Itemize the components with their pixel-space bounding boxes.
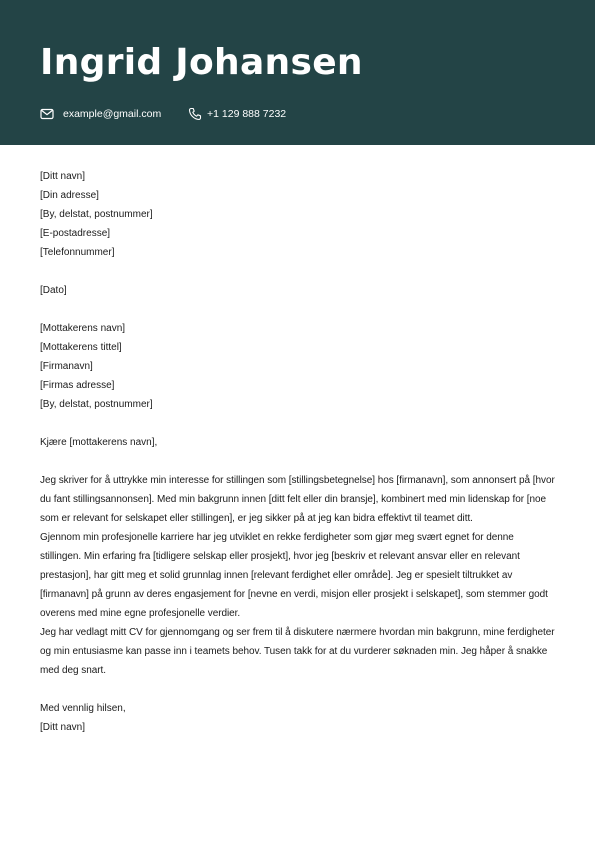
recipient-title: [Mottakerens tittel] (40, 342, 122, 353)
sender-name: [Ditt navn] (40, 171, 86, 182)
closing: Med vennlig hilsen, (40, 703, 126, 714)
body-paragraph: Gjennom min profesjonelle karriere har jeg utviklet en rekke ferdigheter som gjør meg svært egnet for denne stillingen. Min erfaring fra [tidligere selskap eller prosjekt], hvor jeg [beskriv et relevant ansvar eller en relevant prestasjon], har gitt meg et solid grunnlag innen [relevant ferdighet eller område]. Jeg er spesielt tiltrukket av [firmanavn] på grunn av deres engasjement for [nevne en verdi, misjon eller prosjekt i selskapet], som stemmer godt overens med mine egne profesjonelle verdier. (40, 532, 548, 619)
envelope-icon (40, 107, 54, 121)
recipient-city: [By, delstat, postnummer] (40, 399, 153, 410)
sender-email: [E-postadresse] (40, 228, 111, 239)
contact-phone[interactable] (188, 105, 286, 123)
spacer (40, 680, 555, 699)
header-banner (0, 0, 595, 145)
phone-text[interactable]: +1 129 888 7232 (207, 108, 287, 120)
body-paragraph: Jeg har vedlagt mitt CV for gjennomgang og ser frem til å diskutere nærmere hvordan min bakgrunn, mine ferdigheter og min entusiasme kan passe inn i teamets behov. Tusen takk for at du vurderer søknaden min. Jeg håper å snakke med deg snart. (40, 627, 555, 676)
phone-icon (188, 107, 202, 121)
contact-email[interactable] (40, 105, 161, 123)
spacer (40, 414, 555, 433)
recipient-company: [Firmanavn] (40, 361, 93, 372)
sender-address: [Din adresse] (40, 190, 99, 201)
recipient-name: [Mottakerens navn] (40, 323, 126, 334)
salutation: Kjære [mottakerens navn], (40, 437, 158, 448)
email-text[interactable]: example@gmail.com (63, 108, 162, 120)
sender-city: [By, delstat, postnummer] (40, 209, 153, 220)
applicant-name: Ingrid Johansen (40, 42, 363, 83)
spacer (40, 262, 555, 281)
recipient-address: [Firmas adresse] (40, 380, 115, 391)
spacer (40, 452, 555, 471)
body-paragraph: Jeg skriver for å uttrykke min interesse for stillingen som [stillingsbetegnelse] hos [firmanavn], som annonsert på [hvor du fant stillingsannonsen]. Med min bakgrunn innen [ditt felt eller din bransje], kombinert med min lidenskap for [noe som er relevant for selskapet eller stillingen], er jeg sikker på at jeg kan bidra effektivt til teamet ditt. (40, 475, 555, 524)
sender-phone: [Telefonnummer] (40, 247, 115, 258)
signature: [Ditt navn] (40, 722, 86, 733)
letter-date: [Dato] (40, 285, 67, 296)
letter-body (40, 167, 555, 737)
spacer (40, 300, 555, 319)
